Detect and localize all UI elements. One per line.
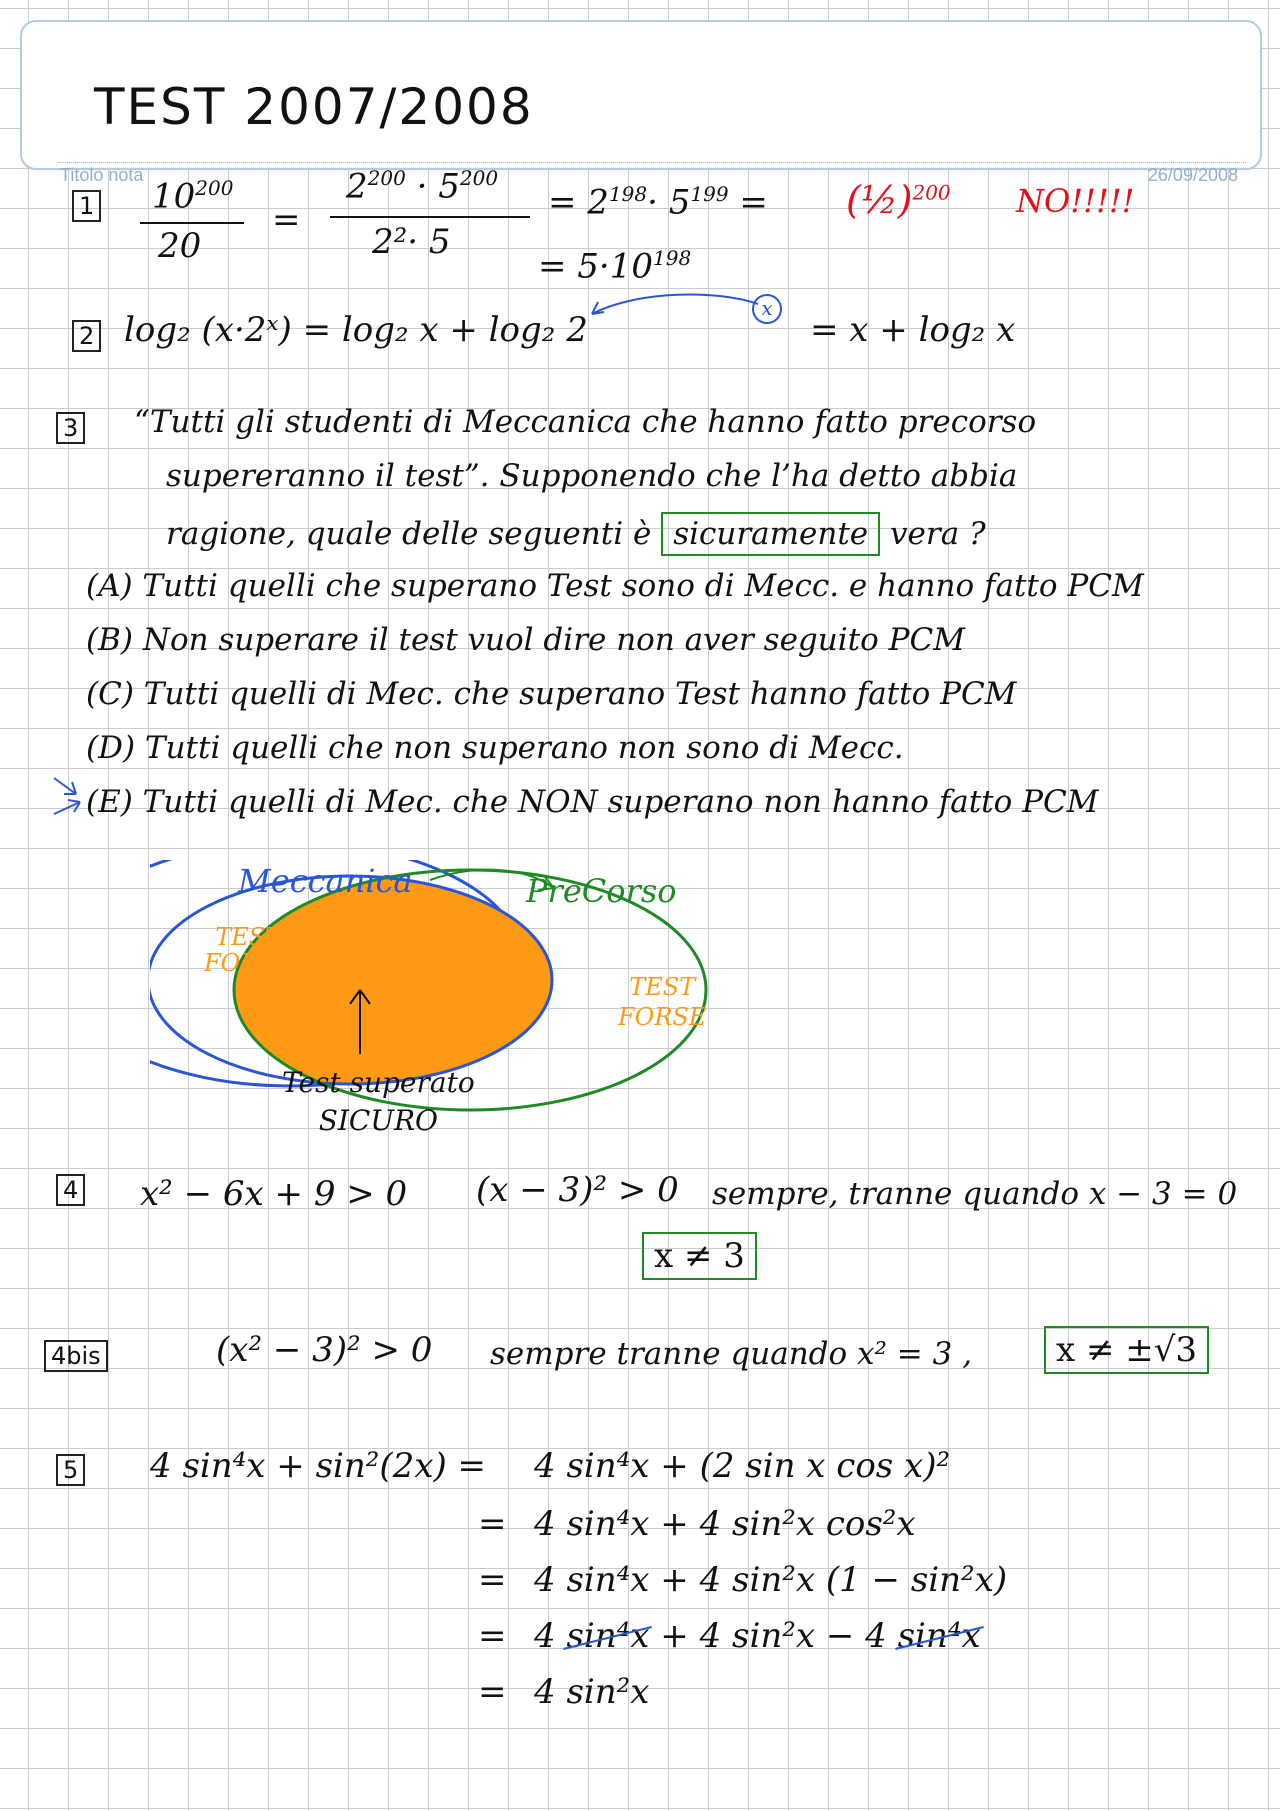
q5-eq-2: = <box>478 1504 507 1544</box>
venn-sure-label: Test superato SICURO <box>282 1066 475 1137</box>
q5-step-2: 4 sin⁴x + 4 sin²x cos²x <box>534 1504 916 1544</box>
q4-note: sempre, tranne quando x − 3 = 0 <box>712 1176 1238 1212</box>
q1-rhs: = $2^{198}\cdot 5^{199}$ = <box>548 182 768 223</box>
q5-step-3: 4 sin⁴x + 4 sin²x (1 − sin²x) <box>534 1560 1008 1600</box>
q2-blue-arrow <box>568 290 768 330</box>
q1-equals: = <box>272 200 301 240</box>
note-date: 26/09/2008 <box>1147 165 1238 185</box>
q3-option-b: (B) Non superare il test vuol dire non aver seguito PCM <box>86 622 965 658</box>
q3-text-line-3: ragione, quale delle seguenti è sicuramente vera ? <box>166 516 986 552</box>
title-card <box>20 20 1262 185</box>
venn-region-precorso-only: TEST FORSE <box>432 939 521 997</box>
q4bis-note: sempre tranne quando x² = 3 , <box>490 1336 973 1372</box>
q5-result: 4 sin²x <box>534 1672 650 1712</box>
q1-rhs-line-2: = $5\cdot 10^{198}$ <box>538 246 692 287</box>
q1-wrong-answer: (½)$^{200}$ <box>846 178 951 222</box>
q3-option-e: (E) Tutti quelli di Mec. che NON superano non hanno fatto PCM <box>86 784 1099 820</box>
title-separator <box>58 162 1246 163</box>
q5-cancelled-term-2: sin⁴x <box>897 1616 981 1656</box>
q3-text-line-2: supereranno il test”. Supponendo che l’ha detto abbia <box>166 458 1018 494</box>
question-3-number: 3 <box>56 412 85 444</box>
q4-expression: x² − 6x + 9 > 0 <box>140 1174 408 1214</box>
venn-label-meccanica: Meccanica <box>238 862 413 900</box>
question-5-number: 5 <box>56 1454 85 1486</box>
q1-mid-numerator: $2^{200} \cdot 5^{200}$ <box>346 166 499 207</box>
question-4-number: 4 <box>56 1174 85 1206</box>
venn-region-meccanica-only: TEST FORSE <box>204 923 293 977</box>
q2-result: = x + log₂ x <box>810 310 1016 350</box>
q4bis-answer-box: x ≠ ±√3 <box>1044 1326 1209 1374</box>
q5-step-1: 4 sin⁴x + (2 sin x cos x)² <box>534 1446 951 1486</box>
q5-cancelled-term-1: sin⁴x <box>566 1616 650 1656</box>
q3-answer-arrow-icon <box>50 772 90 822</box>
q1-lhs-numerator: $10^{200}$ <box>152 176 234 217</box>
q1-wrong-note: NO!!!!! <box>1016 182 1135 220</box>
q3-option-c: (C) Tutti quelli di Mec. che superano Test hanno fatto PCM <box>86 676 1017 712</box>
q4-answer-box: x ≠ 3 <box>642 1232 757 1280</box>
q3-option-d: (D) Tutti quelli che non superano non sono di Mecc. <box>86 730 904 766</box>
venn-region-outside: TEST FORSE <box>618 973 707 1031</box>
q5-step-cancel: 4 sin⁴x + 4 sin²x − 4 sin⁴x <box>534 1616 981 1656</box>
question-4bis-number: 4bis <box>44 1340 108 1372</box>
q4-rewrite: (x − 3)² > 0 <box>476 1170 679 1210</box>
q1-mid-denominator: 2²· 5 <box>372 222 451 262</box>
q5-eq-4: = <box>478 1616 507 1656</box>
q2-circled-exponent: x <box>752 294 782 324</box>
q5-eq-5: = <box>478 1672 507 1712</box>
question-1-number: 1 <box>72 190 101 222</box>
question-2-number: 2 <box>72 320 101 352</box>
page-title: TEST 2007/2008 <box>94 78 534 136</box>
q1-lhs-denominator: 20 <box>158 226 202 266</box>
q1-fraction-bar-2 <box>330 216 530 218</box>
q5-lhs: 4 sin⁴x + sin²(2x) = <box>150 1446 487 1486</box>
note-title-label: Titolo nota <box>60 165 144 185</box>
q1-fraction-bar-1 <box>140 222 244 224</box>
q3-text-line-1: “Tutti gli studenti di Meccanica che hanno fatto precorso <box>134 404 1037 440</box>
q4bis-expression: (x² − 3)² > 0 <box>216 1330 433 1370</box>
q3-highlight-box: sicuramente <box>661 512 880 556</box>
q5-eq-3: = <box>478 1560 507 1600</box>
q2-expression: log₂ (x·2ˣ) = log₂ x + log₂ 2 <box>124 310 588 350</box>
venn-label-precorso: PreCorso <box>526 872 677 910</box>
q3-option-a: (A) Tutti quelli che superano Test sono di Mecc. e hanno fatto PCM <box>86 568 1144 604</box>
